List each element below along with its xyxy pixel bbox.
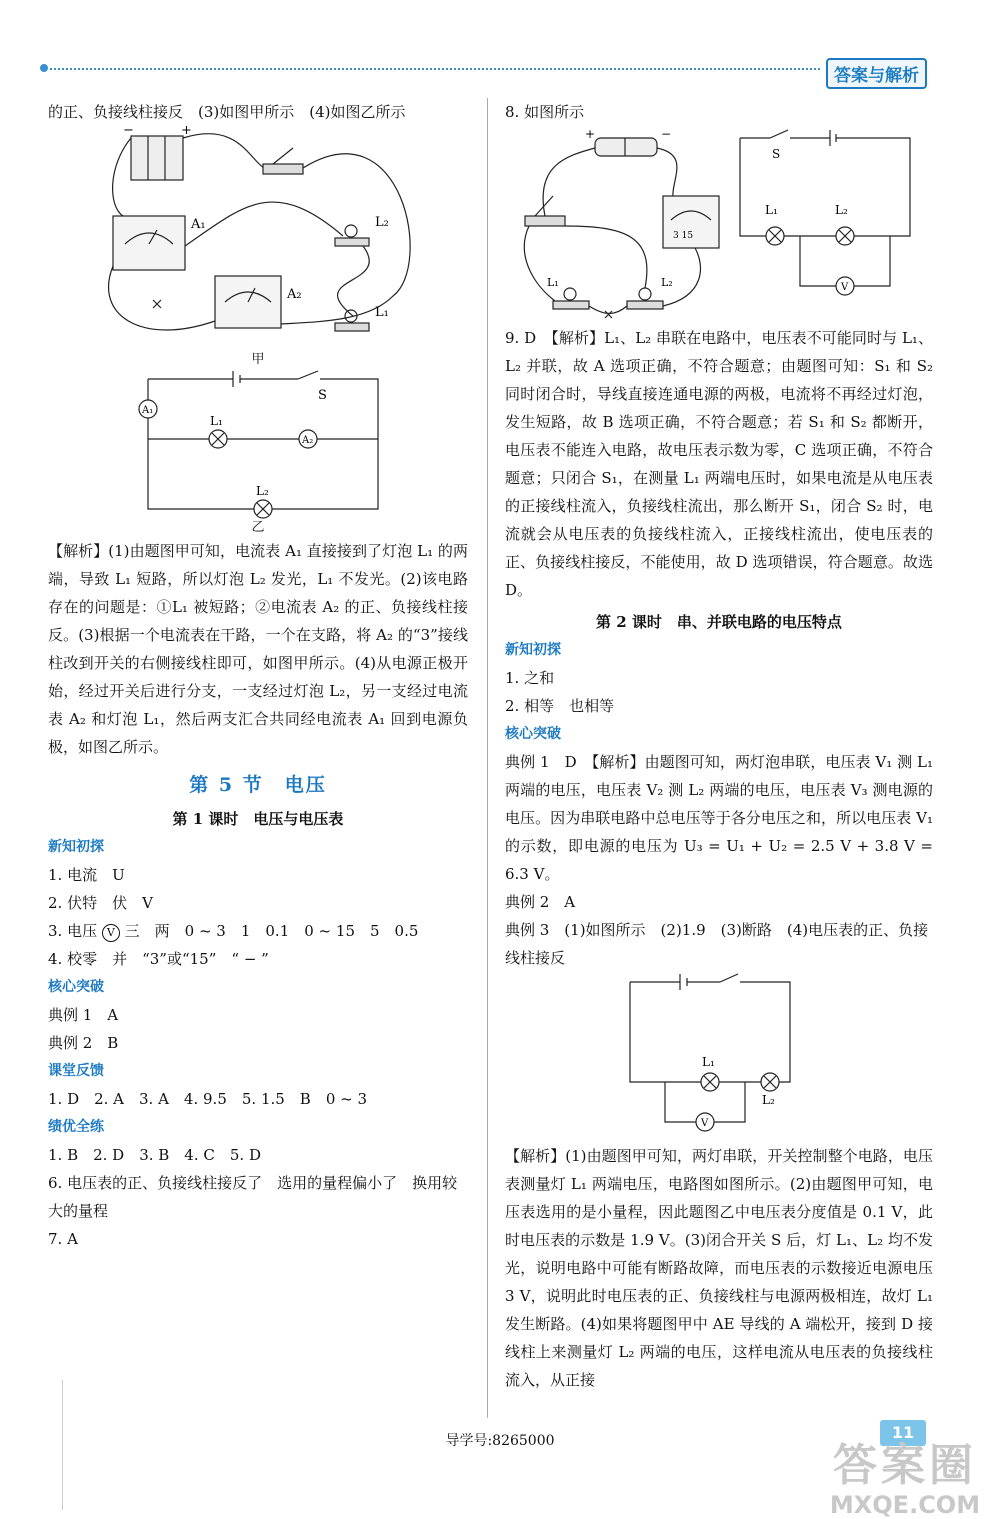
heading-ketang: 课堂反馈 xyxy=(48,1063,104,1079)
watermark xyxy=(820,1440,990,1518)
answer-3-pre: 3. 电压 xyxy=(48,922,98,940)
answer-1: 1. 电流 U xyxy=(48,866,125,884)
answer-r1: 1. 之和 xyxy=(505,669,555,687)
figure-8-diagram xyxy=(730,126,920,306)
label-s-8: S xyxy=(772,147,781,161)
example-r3: 典例 3 (1)如图所示 (2)1.9 (3)断路 (4)电压表的正、负接线柱接反 xyxy=(505,921,929,967)
label-plus-8: + xyxy=(585,127,596,141)
answer-2: 2. 伏特 伏 V xyxy=(48,894,153,912)
answer-9: 9. D 【解析】L₁、L₂ 串联在电路中，电压表不可能同时与 L₁、L₂ 并联，故 A 选项正确，不符合题意；由题图可知：S₁ 和 S₂ 同时闭合时，导线直接连通电源的两极，电流将不再经过灯泡，发生短路，故 B 选项正确，不符合题意；若 S₁ 和 S₂ 都断开，电压表不能连入电路，故电压表示数为零，C 选项正确，不符合题意；只闭合 S₁，在测量 L₁ 两端电压时，如果电流是从电压表的正接线柱流入，负接线柱流出，那么断开 S₁，闭合 S₂ 时，电流就会从电压表的负接线柱流入，正接线柱流出，使电压表的正、负接线柱接反，不能使用，故 D 选项错误，符合题意。故选 D。 xyxy=(505,329,933,599)
label-v-e3: V xyxy=(701,1118,709,1129)
example-3-circuit xyxy=(620,972,860,1142)
sym-a1: A₁ xyxy=(142,405,154,416)
label-minus-8: − xyxy=(661,127,672,141)
header-tag: 答案与解析 xyxy=(826,58,927,89)
analysis-paragraph-1: 【解析】(1)由题图甲可知，电流表 A₁ 直接接到了灯泡 L₁ 的两端，导致 L₁ 短路，所以灯泡 L₂ 发光，L₁ 不发光。(2)该电路存在的问题是：①L₁ 被短路；②电流表 A₂ 的正、负接线柱接反。(3)根据一个电流表在干路，一个在支路，将 A₂ 的“3”接线柱改到开关的右侧接线柱即可，如图甲所示。(4)从电源正极开始，经过开关后进行分支，一支经过灯泡 L₂，另一支经过电流表 A₂ 和灯泡 L₁，然后两支汇合共同经电流表 A₁ 回到电源负极，如图乙所示。 xyxy=(48,542,468,756)
heading-hexin: 核心突破 xyxy=(48,979,104,995)
figure-8-row xyxy=(505,126,933,324)
label-a1: A₁ xyxy=(191,217,206,232)
answer-8: 8. 如图所示 xyxy=(505,103,585,121)
practice-6: 6. 电压表的正、负接线柱接反了 选用的量程偏小了 换用较大的量程 xyxy=(48,1174,458,1220)
label-l2-e3: L₂ xyxy=(762,1093,775,1107)
lesson-title-1: 第 1 课时 电压与电压表 xyxy=(172,810,344,828)
label-plus: + xyxy=(181,126,192,138)
watermark-logo: 答案圈 xyxy=(833,1440,977,1491)
watermark-url: MXQE.COM xyxy=(829,1491,981,1519)
battery-icon xyxy=(595,138,657,156)
bulb-l2-icon xyxy=(639,288,651,300)
label-l1: L₁ xyxy=(375,305,389,320)
figure-jia-caption: 甲 xyxy=(251,352,265,367)
heading-hexin-2: 核心突破 xyxy=(505,726,561,742)
answer-3-post: 三 两 0 ~ 3 1 0.1 0 ~ 15 5 0.5 xyxy=(124,922,419,940)
footer-guide-number: 导学号:8265000 xyxy=(445,1433,555,1449)
answer-4: 4. 校零 并 “3”或“15” “ − ” xyxy=(48,950,269,968)
battery-icon xyxy=(131,136,183,180)
heading-xinzhi-2: 新知初探 xyxy=(505,642,561,658)
label-minus: − xyxy=(123,126,134,138)
practice-answers: 1. B 2. D 3. B 4. C 5. D xyxy=(48,1146,261,1164)
label-l2-yi: L₂ xyxy=(256,484,269,498)
label-l1-yi: L₁ xyxy=(210,414,223,428)
label-l1-8: L₁ xyxy=(547,276,559,289)
label-l1-d8: L₁ xyxy=(765,203,778,217)
section-title: 第 5 节 电压 xyxy=(189,774,327,796)
column-divider xyxy=(487,98,488,1418)
answer-3 xyxy=(48,917,468,945)
answer-r2: 2. 相等 也相等 xyxy=(505,697,615,715)
label-a2: A₂ xyxy=(287,287,302,302)
label-l2: L₂ xyxy=(375,215,389,230)
example-2: 典例 2 B xyxy=(48,1034,119,1052)
example-r2: 典例 2 A xyxy=(505,893,576,911)
practice-7: 7. A xyxy=(48,1230,78,1248)
page-number: 11 xyxy=(880,1420,926,1446)
feedback-answers: 1. D 2. A 3. A 4. 9.5 5. 1.5 B 0 ~ 3 xyxy=(48,1090,368,1108)
answer-line-0: 的正、负接线柱接反 (3)如图甲所示 (4)如图乙所示 xyxy=(48,103,406,121)
label-v-d8: V xyxy=(841,282,849,293)
figure-yi-circuit-diagram xyxy=(128,369,388,519)
switch-icon xyxy=(525,216,565,226)
left-column xyxy=(48,98,468,1253)
right-column xyxy=(505,98,933,1394)
meter-scale: 3 15 xyxy=(673,231,694,241)
switch-icon xyxy=(263,164,303,174)
header-rule xyxy=(45,68,820,70)
figure-8-physical xyxy=(505,126,720,321)
heading-jiyou: 绩优全练 xyxy=(48,1119,104,1135)
analysis-paragraph-3: 【解析】(1)由题图甲可知，两灯串联，开关控制整个电路，电压表测量灯 L₁ 两端电压，电路图如图所示。(2)由题图甲可知，电压表选用的是小量程，因此题图乙中电压表分度值是 0.1 V，此时电压表的示数是 1.9 V。(3)闭合开关 S 后，灯 L₁、L₂ 均不发光，说明电路中可能有断路故障，而电压表的示数接近电源电压 3 V，说明此时电压表的正、负接线柱与电源两极相连，故灯 L₁ 发生断路。(4)如果将题图甲中 AE 导线的 A 端松开，接到 D 接线柱上来测量灯 L₂ 两端的电压，这样电流从电压表的负接线柱流入，从正接 xyxy=(505,1147,933,1389)
label-s: S xyxy=(318,388,327,403)
lesson-title-2: 第 2 课时 串、并联电路的电压特点 xyxy=(596,613,842,631)
voltmeter-icon: V xyxy=(102,924,120,942)
heading-xinzhi: 新知初探 xyxy=(48,839,104,855)
figure-yi-caption: 乙 xyxy=(251,520,265,535)
bulb-l2-icon xyxy=(345,225,357,237)
label-l2-8: L₂ xyxy=(661,276,673,289)
bulb-l1-icon xyxy=(564,288,576,300)
example-1: 典例 1 A xyxy=(48,1006,119,1024)
label-l2-d8: L₂ xyxy=(835,203,848,217)
figure-jia-physical-circuit xyxy=(103,126,433,351)
sym-a2: A₂ xyxy=(302,435,314,446)
label-l1-e3: L₁ xyxy=(702,1055,715,1069)
example-r1: 典例 1 D 【解析】由题图可知，两灯泡串联，电压表 V₁ 测 L₁ 两端的电压，电压表 V₂ 测 L₂ 两端的电压，电压表 V₃ 测电源的电压。因为串联电路中总电压等于各分电压之和，所以电压表 V₁ 的示数，即电源的电压为 U₃ = U₁ + U₂ = 2.5 V + 3.8 V = 6.3 V。 xyxy=(505,753,933,883)
